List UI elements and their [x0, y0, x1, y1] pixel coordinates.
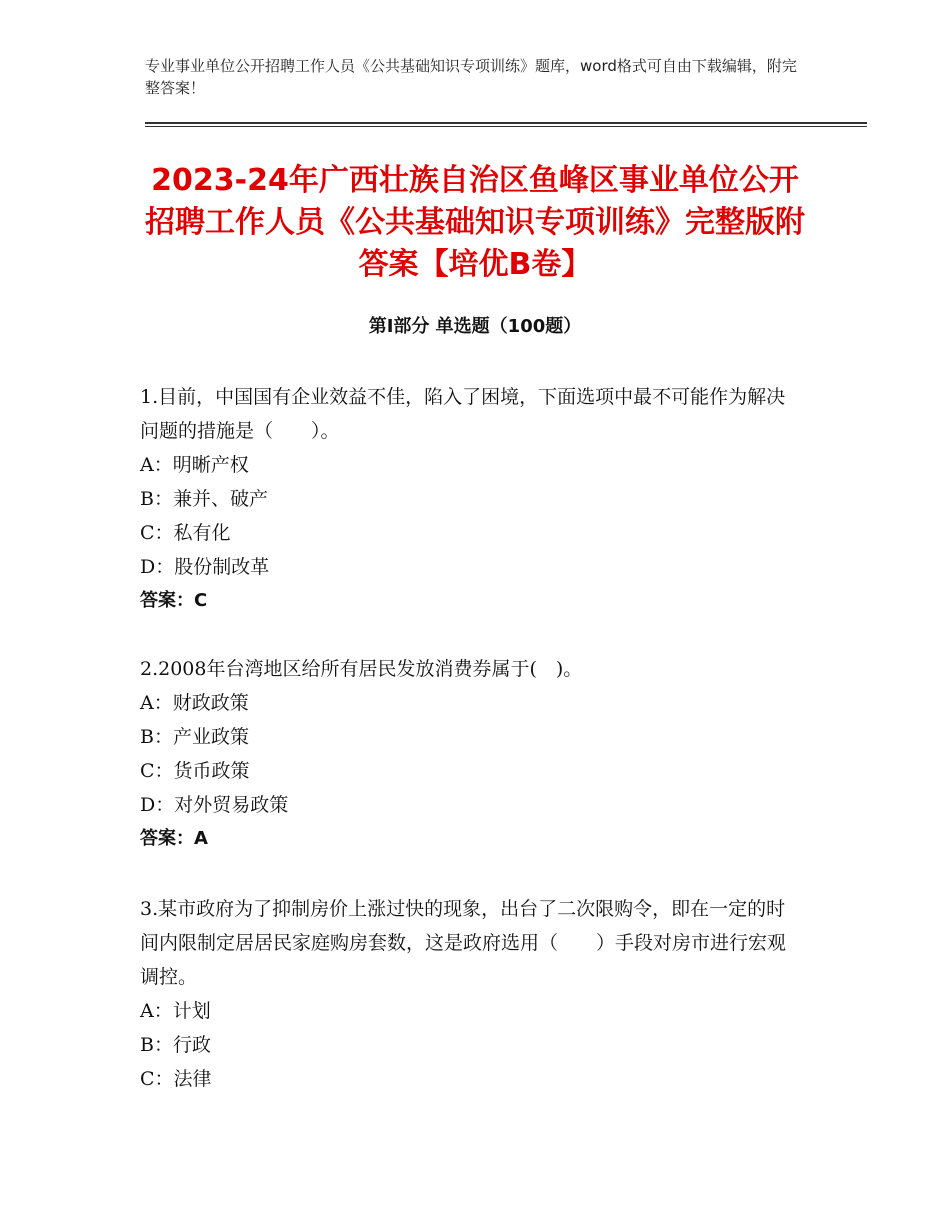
option-d: D：对外贸易政策: [140, 794, 289, 816]
question-3: [140, 892, 800, 1096]
option-d: D：股份制改革: [140, 556, 270, 578]
question-stem: 1.目前，中国国有企业效益不佳，陷入了困境，下面选项中最不可能作为解决问题的措施是（ ）。: [140, 386, 786, 442]
option-a: A：明晰产权: [140, 454, 249, 476]
answer: 答案：A: [140, 828, 208, 849]
option-c: C：法律: [140, 1068, 212, 1090]
section-title: 第Ⅰ部分 单选题（100题）: [368, 316, 582, 337]
question-2: [140, 652, 800, 856]
question-stem: 3.某市政府为了抑制房价上涨过快的现象，出台了二次限购令，即在一定的时间内限制定居居民家庭购房套数，这是政府选用（ ）手段对房市进行宏观调控。: [140, 898, 787, 988]
option-a: A：财政政策: [140, 692, 249, 714]
header-rule-thin: [145, 126, 867, 127]
question-stem: 2.2008年台湾地区给所有居民发放消费券属于( )。: [140, 658, 583, 680]
option-c: C：货币政策: [140, 760, 250, 782]
option-b: B：兼并、破产: [140, 488, 268, 510]
question-1: [140, 380, 800, 618]
header-note: 专业事业单位公开招聘工作人员《公共基础知识专项训练》题库，word格式可自由下载编辑，附完整答案！: [145, 57, 797, 97]
option-c: C：私有化: [140, 522, 231, 544]
option-b: B：行政: [140, 1034, 211, 1056]
option-a: A：计划: [140, 1000, 211, 1022]
document-title: 2023-24年广西壮族自治区鱼峰区事业单位公开招聘工作人员《公共基础知识专项训练》完整版附答案【培优B卷】: [145, 163, 805, 282]
answer: 答案：C: [140, 590, 208, 611]
option-b: B：产业政策: [140, 726, 249, 748]
header-rule-thick: [145, 122, 867, 124]
